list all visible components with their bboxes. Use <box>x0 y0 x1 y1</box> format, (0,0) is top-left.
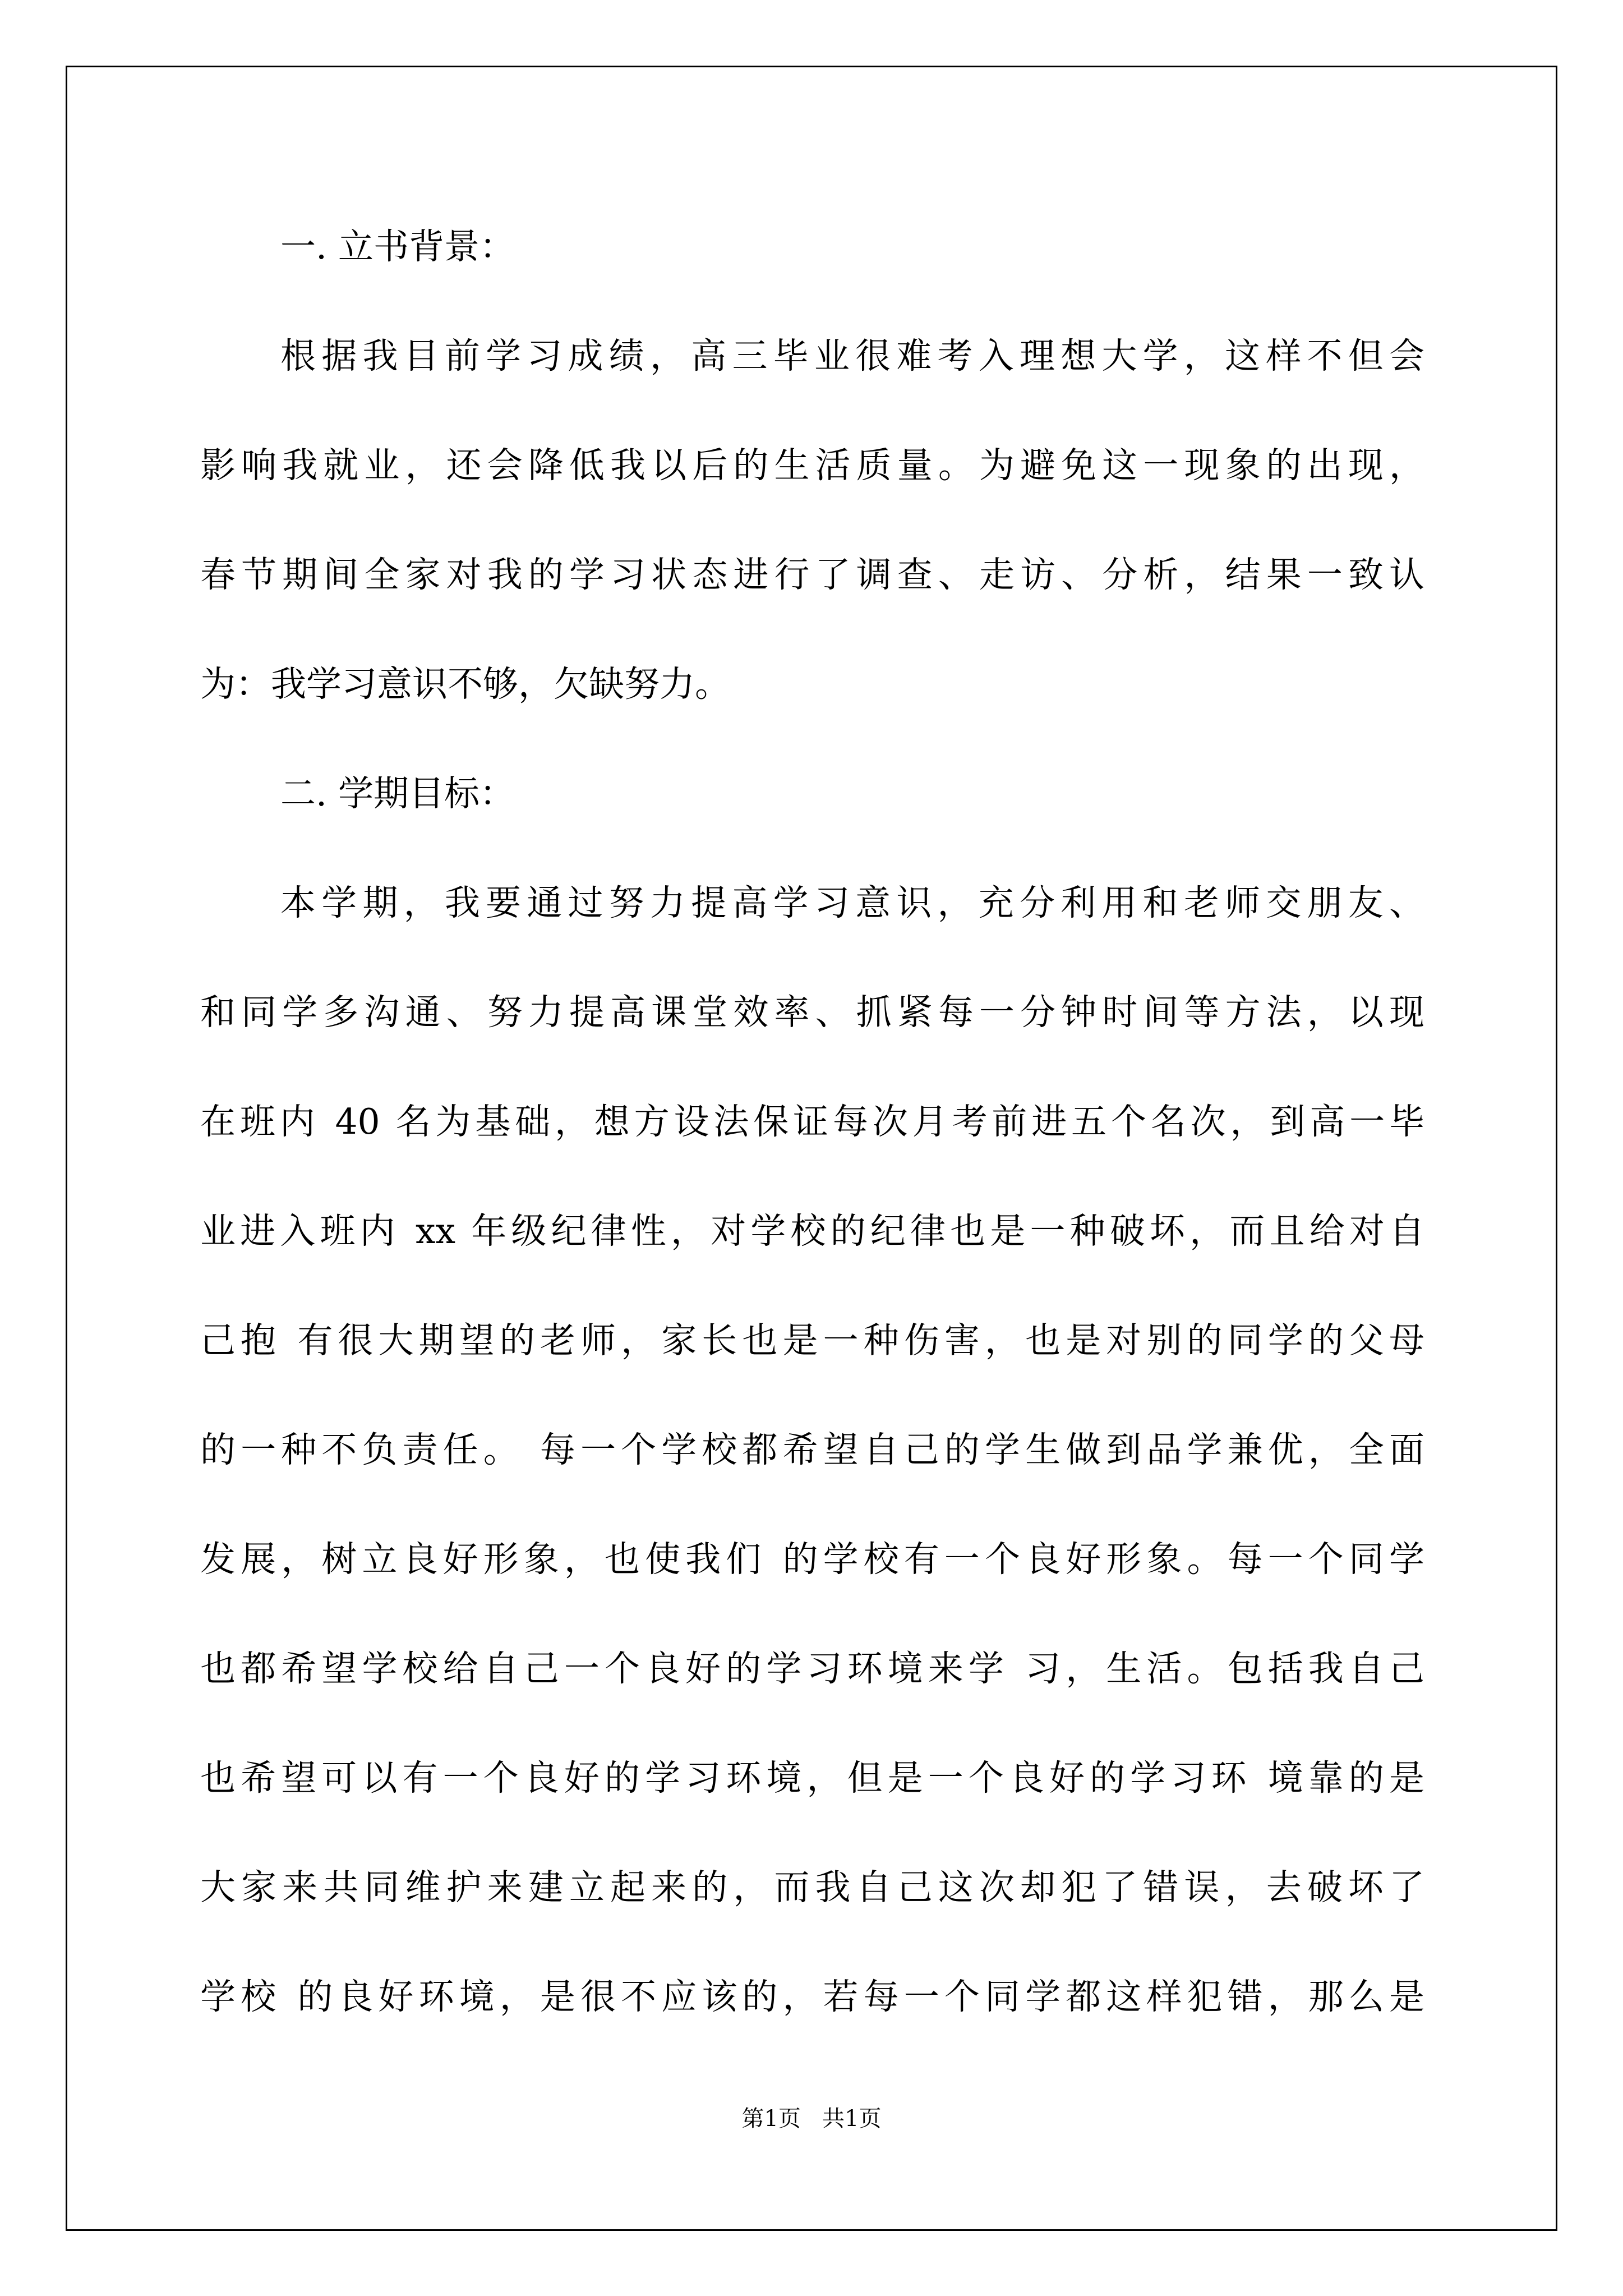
paragraph-line: 学校 的良好环境，是很不应该的，若每一个同学都这样犯错，那么是 <box>200 1976 1424 2017</box>
heading-goals: 二. 学期目标： <box>280 773 515 814</box>
paragraph-line: 和同学多沟通、努力提高课堂效率、抓紧每一分钟时间等方法，以现 <box>200 992 1424 1033</box>
paragraph-line: 大家来共同维护来建立起来的，而我自己这次却犯了错误，去破坏了 <box>200 1867 1424 1908</box>
paragraph-line: 也都希望学校给自己一个良好的学习环境来学 习，生活。包括我自己 <box>200 1648 1424 1689</box>
paragraph-line: 己抱 有很大期望的老师，家长也是一种伤害，也是对别的同学的父母 <box>200 1320 1424 1361</box>
paragraph-line: 为：我学习意识不够，欠缺努力。 <box>200 664 730 705</box>
paragraph-line: 在班内 40 名为基础，想方设法保证每次月考前进五个名次，到高一毕 <box>200 1101 1424 1142</box>
paragraph-line: 也希望可以有一个良好的学习环境，但是一个良好的学习环 境靠的是 <box>200 1757 1424 1798</box>
paragraph-line: 业进入班内 xx 年级纪律性，对学校的纪律也是一种破坏，而且给对自 <box>200 1211 1424 1251</box>
paragraph-line: 春节期间全家对我的学习状态进行了调查、走访、分析，结果一致认 <box>200 554 1424 595</box>
paragraph-line: 根据我目前学习成绩，高三毕业很难考入理想大学，这样不但会 <box>280 335 1424 376</box>
paragraph-line: 本学期，我要通过努力提高学习意识，充分利用和老师交朋友、 <box>280 882 1424 923</box>
paragraph-line: 影响我就业，还会降低我以后的生活质量。为避免这一现象的出现， <box>200 445 1424 486</box>
page-footer: 第1页 共1页 <box>741 2106 882 2132</box>
paragraph-line: 的一种不负责任。 每一个学校都希望自己的学生做到品学兼优，全面 <box>200 1429 1424 1470</box>
paragraph-line: 发展，树立良好形象，也使我们 的学校有一个良好形象。每一个同学 <box>200 1539 1424 1580</box>
heading-background: 一. 立书背景： <box>280 226 515 267</box>
